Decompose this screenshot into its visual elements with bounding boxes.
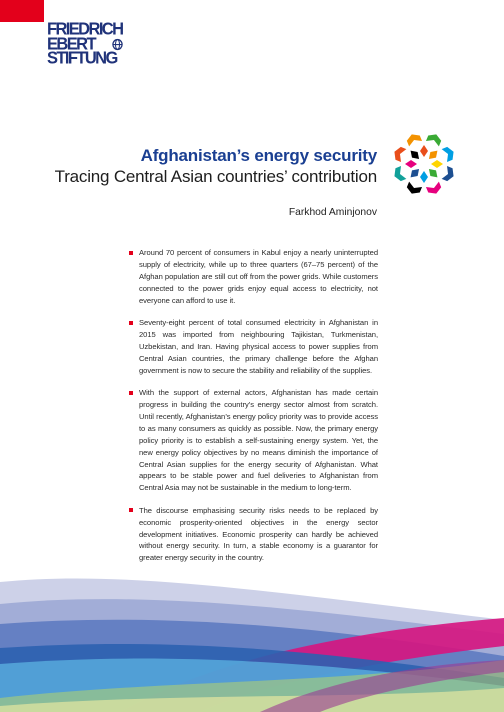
bullet-text: Seventy-eight percent of total consumed electricity in Afghanistan in 2015 was imported from neighbouring Tajikistan, Turkmenistan, Uzbekistan, and Iran. Having physical access to power supplies from Central Asian countries, the primary challenge before the Afghan government is now to secure the stability and reliability of the supplies. — [139, 318, 378, 375]
logo-line-2-text: EBERT — [47, 33, 95, 54]
star-emblem-icon — [392, 131, 456, 197]
bullet-square-icon — [129, 321, 133, 325]
bullet-text: Around 70 percent of consumers in Kabul enjoy a nearly uninterrupted supply of electricity, while up to three quarters (67–75 percent) of the Afghan population are still cut off from the power grids. While customers connected to the power grids enjoy equal access to electricity, not everyone can afford to use it. — [139, 248, 378, 305]
logo-line-3: STIFTUNG — [47, 48, 117, 68]
list-item — [129, 505, 378, 565]
logo-line-1: FRIEDRICH — [47, 19, 123, 39]
bullet-square-icon — [129, 391, 133, 395]
author-name: Farkhod Aminjonov — [288, 207, 377, 218]
bullet-square-icon — [129, 251, 133, 255]
document-title: Afghanistan’s energy security — [140, 146, 377, 165]
decorative-waves — [0, 560, 504, 712]
accent-bar — [0, 0, 44, 22]
list-item — [129, 247, 378, 307]
key-points-list — [129, 247, 378, 575]
bullet-text: The discourse emphasising security risks needs to be replaced by economic prosperity-oriented objectives in the energy sector development initiatives. Economic prosperity can hardly be achieved without energy security. In turn, a stable economy is a guarantor for greater energy security in the country. — [139, 505, 378, 563]
document-subtitle: Tracing Central Asian countries’ contribution — [54, 167, 377, 186]
bullet-square-icon — [129, 508, 133, 512]
list-item — [129, 387, 378, 494]
bullet-text: With the support of external actors, Afghanistan has made certain progress in building the country’s energy sector almost from scratch. Until recently, Afghanistan’s energy policy priority was to provide access to as many consumers as quickly as possible. Now, the primary energy policy priority is to establish a self-sustaining energy system. Yet, the new energy policy objectives by no means diminish the importance of Central Asian supplies for the energy security of Afghanistan. What appears to be stable power and fuel deliveries to Afghanistan from Central Asia may not be sustainable in the medium to long-term. — [139, 388, 378, 493]
title-block — [55, 146, 377, 188]
list-item — [129, 317, 378, 377]
publisher-logo[interactable] — [47, 19, 137, 68]
